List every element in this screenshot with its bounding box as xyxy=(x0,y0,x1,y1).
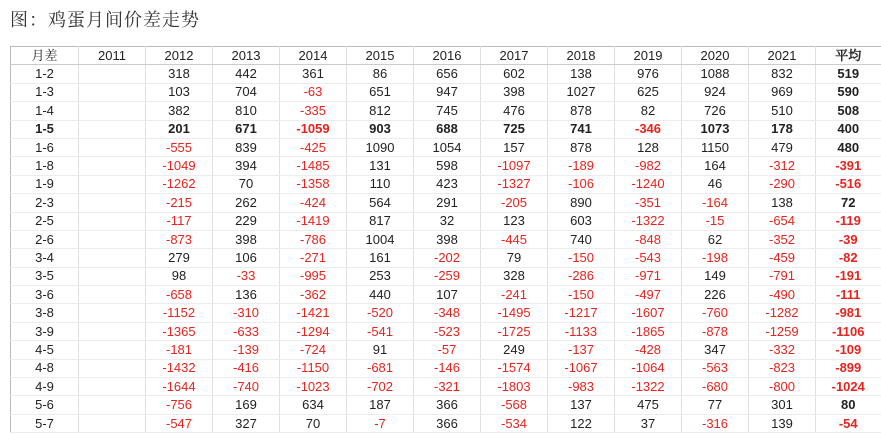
value-cell: 110 xyxy=(347,175,414,193)
value-cell: -633 xyxy=(213,322,280,340)
table-row xyxy=(11,175,881,193)
table-row xyxy=(11,286,881,304)
average-cell: -391 xyxy=(816,157,881,175)
header-year: 2021 xyxy=(749,47,816,65)
value-cell: 229 xyxy=(213,212,280,230)
average-cell: -82 xyxy=(816,249,881,267)
value-cell: -543 xyxy=(615,249,682,267)
value-cell: -290 xyxy=(749,175,816,193)
value-cell: -1240 xyxy=(615,175,682,193)
table-row xyxy=(11,378,881,396)
value-cell: 1088 xyxy=(682,65,749,83)
value-cell: 1090 xyxy=(347,138,414,156)
row-label: 3-6 xyxy=(11,286,79,304)
table-row xyxy=(11,194,881,212)
value-cell: 1073 xyxy=(682,120,749,138)
value-cell: 106 xyxy=(213,249,280,267)
value-cell: 598 xyxy=(414,157,481,175)
value-cell: 79 xyxy=(481,249,548,267)
row-label: 1-4 xyxy=(11,102,79,120)
value-cell: 62 xyxy=(682,230,749,248)
value-cell: -681 xyxy=(347,359,414,377)
value-cell: -658 xyxy=(146,286,213,304)
value-cell: 318 xyxy=(146,65,213,83)
value-cell: 671 xyxy=(213,120,280,138)
value-cell: -310 xyxy=(213,304,280,322)
value-cell: -1421 xyxy=(280,304,347,322)
average-cell: -39 xyxy=(816,230,881,248)
average-cell: -109 xyxy=(816,341,881,359)
value-cell: -1432 xyxy=(146,359,213,377)
value-cell: 279 xyxy=(146,249,213,267)
table-row xyxy=(11,230,881,248)
row-label: 3-4 xyxy=(11,249,79,267)
value-cell: -547 xyxy=(146,414,213,432)
value-cell: -352 xyxy=(749,230,816,248)
value-cell: -873 xyxy=(146,230,213,248)
value-cell: 475 xyxy=(615,396,682,414)
table-row xyxy=(11,322,881,340)
table-row xyxy=(11,249,881,267)
table-row xyxy=(11,396,881,414)
value-cell xyxy=(79,120,146,138)
row-label: 3-9 xyxy=(11,322,79,340)
average-cell: -899 xyxy=(816,359,881,377)
value-cell: -1023 xyxy=(280,378,347,396)
value-cell: -1322 xyxy=(615,212,682,230)
value-cell: 291 xyxy=(414,194,481,212)
value-cell: 398 xyxy=(213,230,280,248)
row-label: 1-6 xyxy=(11,138,79,156)
value-cell: 1027 xyxy=(548,83,615,101)
value-cell: 810 xyxy=(213,102,280,120)
value-cell: -181 xyxy=(146,341,213,359)
value-cell: -57 xyxy=(414,341,481,359)
value-cell: -983 xyxy=(548,378,615,396)
value-cell: 704 xyxy=(213,83,280,101)
value-cell xyxy=(79,286,146,304)
value-cell: -497 xyxy=(615,286,682,304)
value-cell: -1217 xyxy=(548,304,615,322)
row-label: 4-5 xyxy=(11,341,79,359)
value-cell: -791 xyxy=(749,267,816,285)
value-cell: -1574 xyxy=(481,359,548,377)
value-cell: 947 xyxy=(414,83,481,101)
value-cell: -150 xyxy=(548,249,615,267)
value-cell: 136 xyxy=(213,286,280,304)
value-cell: -271 xyxy=(280,249,347,267)
header-row xyxy=(11,47,881,65)
row-label: 3-5 xyxy=(11,267,79,285)
value-cell: 651 xyxy=(347,83,414,101)
header-year: 2013 xyxy=(213,47,280,65)
value-cell: -189 xyxy=(548,157,615,175)
value-cell: 32 xyxy=(414,212,481,230)
value-cell: 77 xyxy=(682,396,749,414)
value-cell: 741 xyxy=(548,120,615,138)
table-row xyxy=(11,341,881,359)
value-cell: -1282 xyxy=(749,304,816,322)
average-cell: 508 xyxy=(816,102,881,120)
value-cell: -63 xyxy=(280,83,347,101)
value-cell: -346 xyxy=(615,120,682,138)
value-cell: 139 xyxy=(749,414,816,432)
row-label: 3-8 xyxy=(11,304,79,322)
value-cell: -995 xyxy=(280,267,347,285)
header-year: 2016 xyxy=(414,47,481,65)
table-row xyxy=(11,212,881,230)
value-cell: -520 xyxy=(347,304,414,322)
value-cell: -348 xyxy=(414,304,481,322)
value-cell: 688 xyxy=(414,120,481,138)
value-cell: -445 xyxy=(481,230,548,248)
value-cell xyxy=(79,83,146,101)
header-year: 2014 xyxy=(280,47,347,65)
value-cell: 398 xyxy=(414,230,481,248)
row-label: 2-6 xyxy=(11,230,79,248)
value-cell: -1803 xyxy=(481,378,548,396)
value-cell: -1322 xyxy=(615,378,682,396)
monthly-spread-table xyxy=(10,46,881,433)
value-cell: -332 xyxy=(749,341,816,359)
average-cell: -981 xyxy=(816,304,881,322)
value-cell xyxy=(79,249,146,267)
value-cell: 476 xyxy=(481,102,548,120)
value-cell: -241 xyxy=(481,286,548,304)
value-cell: 178 xyxy=(749,120,816,138)
value-cell: 725 xyxy=(481,120,548,138)
value-cell: 656 xyxy=(414,65,481,83)
table-row xyxy=(11,102,881,120)
value-cell: -654 xyxy=(749,212,816,230)
value-cell: -1294 xyxy=(280,322,347,340)
value-cell: 91 xyxy=(347,341,414,359)
value-cell: 839 xyxy=(213,138,280,156)
value-cell xyxy=(79,212,146,230)
row-label: 1-9 xyxy=(11,175,79,193)
row-label: 5-6 xyxy=(11,396,79,414)
table-row xyxy=(11,359,881,377)
value-cell: -702 xyxy=(347,378,414,396)
value-cell: -362 xyxy=(280,286,347,304)
value-cell: 98 xyxy=(146,267,213,285)
header-year: 2019 xyxy=(615,47,682,65)
value-cell: -971 xyxy=(615,267,682,285)
value-cell: 107 xyxy=(414,286,481,304)
row-label: 4-9 xyxy=(11,378,79,396)
value-cell: 890 xyxy=(548,194,615,212)
value-cell: 625 xyxy=(615,83,682,101)
value-cell: -321 xyxy=(414,378,481,396)
value-cell: -202 xyxy=(414,249,481,267)
figure-caption: 图：鸡蛋月间价差走势 xyxy=(10,10,200,31)
value-cell: 878 xyxy=(548,102,615,120)
header-year: 2012 xyxy=(146,47,213,65)
value-cell: 878 xyxy=(548,138,615,156)
value-cell: -1259 xyxy=(749,322,816,340)
value-cell: -459 xyxy=(749,249,816,267)
value-cell: 423 xyxy=(414,175,481,193)
value-cell: 103 xyxy=(146,83,213,101)
value-cell: -724 xyxy=(280,341,347,359)
row-label: 2-3 xyxy=(11,194,79,212)
value-cell: 442 xyxy=(213,65,280,83)
value-cell: -878 xyxy=(682,322,749,340)
value-cell: -1049 xyxy=(146,157,213,175)
value-cell: -316 xyxy=(682,414,749,432)
value-cell: -568 xyxy=(481,396,548,414)
value-cell xyxy=(79,322,146,340)
value-cell: 382 xyxy=(146,102,213,120)
value-cell: -1644 xyxy=(146,378,213,396)
value-cell: 249 xyxy=(481,341,548,359)
value-cell: 726 xyxy=(682,102,749,120)
average-cell: -119 xyxy=(816,212,881,230)
value-cell xyxy=(79,102,146,120)
value-cell: -1485 xyxy=(280,157,347,175)
value-cell: -1327 xyxy=(481,175,548,193)
value-cell: -425 xyxy=(280,138,347,156)
value-cell xyxy=(79,304,146,322)
average-cell: -1024 xyxy=(816,378,881,396)
value-cell: 328 xyxy=(481,267,548,285)
table-row xyxy=(11,120,881,138)
value-cell: -198 xyxy=(682,249,749,267)
value-cell: 164 xyxy=(682,157,749,175)
value-cell: 510 xyxy=(749,102,816,120)
value-cell: -139 xyxy=(213,341,280,359)
value-cell xyxy=(79,267,146,285)
value-cell: 832 xyxy=(749,65,816,83)
value-cell xyxy=(79,138,146,156)
value-cell: -205 xyxy=(481,194,548,212)
value-cell: -1725 xyxy=(481,322,548,340)
value-cell: 201 xyxy=(146,120,213,138)
value-cell: 812 xyxy=(347,102,414,120)
row-label: 1-2 xyxy=(11,65,79,83)
value-cell: -1152 xyxy=(146,304,213,322)
value-cell: -15 xyxy=(682,212,749,230)
value-cell: -1067 xyxy=(548,359,615,377)
value-cell: 366 xyxy=(414,396,481,414)
value-cell: 366 xyxy=(414,414,481,432)
value-cell: 169 xyxy=(213,396,280,414)
value-cell: 969 xyxy=(749,83,816,101)
value-cell: 602 xyxy=(481,65,548,83)
value-cell xyxy=(79,396,146,414)
value-cell: -312 xyxy=(749,157,816,175)
value-cell: 1150 xyxy=(682,138,749,156)
value-cell xyxy=(79,230,146,248)
value-cell: 903 xyxy=(347,120,414,138)
row-label: 2-5 xyxy=(11,212,79,230)
value-cell: -680 xyxy=(682,378,749,396)
value-cell: 70 xyxy=(213,175,280,193)
value-cell: -1064 xyxy=(615,359,682,377)
value-cell: -982 xyxy=(615,157,682,175)
value-cell: -490 xyxy=(749,286,816,304)
value-cell xyxy=(79,341,146,359)
value-cell: 1004 xyxy=(347,230,414,248)
value-cell: 1054 xyxy=(414,138,481,156)
table-row xyxy=(11,65,881,83)
value-cell: -106 xyxy=(548,175,615,193)
value-cell: 128 xyxy=(615,138,682,156)
value-cell xyxy=(79,175,146,193)
value-cell: -416 xyxy=(213,359,280,377)
value-cell: 603 xyxy=(548,212,615,230)
value-cell: -335 xyxy=(280,102,347,120)
table-row xyxy=(11,138,881,156)
value-cell: -1097 xyxy=(481,157,548,175)
row-label: 1-8 xyxy=(11,157,79,175)
value-cell: 138 xyxy=(548,65,615,83)
average-cell: -111 xyxy=(816,286,881,304)
average-cell: 400 xyxy=(816,120,881,138)
value-cell: 131 xyxy=(347,157,414,175)
header-year: 2017 xyxy=(481,47,548,65)
value-cell: 37 xyxy=(615,414,682,432)
value-cell: -351 xyxy=(615,194,682,212)
value-cell: -848 xyxy=(615,230,682,248)
value-cell: 70 xyxy=(280,414,347,432)
table-row xyxy=(11,83,881,101)
header-month-spread: 月差 xyxy=(11,47,79,65)
value-cell: 138 xyxy=(749,194,816,212)
value-cell: -740 xyxy=(213,378,280,396)
spread-table-container xyxy=(10,46,880,433)
value-cell: 157 xyxy=(481,138,548,156)
value-cell: -1495 xyxy=(481,304,548,322)
value-cell xyxy=(79,194,146,212)
table-row xyxy=(11,267,881,285)
value-cell: -1607 xyxy=(615,304,682,322)
value-cell: -541 xyxy=(347,322,414,340)
value-cell: -523 xyxy=(414,322,481,340)
row-label: 4-8 xyxy=(11,359,79,377)
value-cell: 817 xyxy=(347,212,414,230)
value-cell: 564 xyxy=(347,194,414,212)
value-cell: -756 xyxy=(146,396,213,414)
average-cell: 590 xyxy=(816,83,881,101)
value-cell: -786 xyxy=(280,230,347,248)
table-row xyxy=(11,304,881,322)
value-cell: 976 xyxy=(615,65,682,83)
average-cell: -54 xyxy=(816,414,881,432)
value-cell: 46 xyxy=(682,175,749,193)
value-cell: 123 xyxy=(481,212,548,230)
value-cell xyxy=(79,65,146,83)
value-cell: -760 xyxy=(682,304,749,322)
header-year: 2020 xyxy=(682,47,749,65)
value-cell: 924 xyxy=(682,83,749,101)
value-cell: -117 xyxy=(146,212,213,230)
value-cell: 327 xyxy=(213,414,280,432)
value-cell xyxy=(79,157,146,175)
value-cell: 137 xyxy=(548,396,615,414)
value-cell: 440 xyxy=(347,286,414,304)
value-cell: 86 xyxy=(347,65,414,83)
value-cell: -7 xyxy=(347,414,414,432)
average-cell: 480 xyxy=(816,138,881,156)
value-cell: 226 xyxy=(682,286,749,304)
value-cell: -286 xyxy=(548,267,615,285)
row-label: 1-3 xyxy=(11,83,79,101)
value-cell: 634 xyxy=(280,396,347,414)
header-year: 2015 xyxy=(347,47,414,65)
header-year: 2018 xyxy=(548,47,615,65)
value-cell: -1059 xyxy=(280,120,347,138)
average-cell: 72 xyxy=(816,194,881,212)
value-cell: -1133 xyxy=(548,322,615,340)
row-label: 1-5 xyxy=(11,120,79,138)
value-cell: -428 xyxy=(615,341,682,359)
value-cell: 161 xyxy=(347,249,414,267)
value-cell: -555 xyxy=(146,138,213,156)
value-cell: 347 xyxy=(682,341,749,359)
value-cell: -33 xyxy=(213,267,280,285)
value-cell: 122 xyxy=(548,414,615,432)
value-cell: 149 xyxy=(682,267,749,285)
value-cell: 394 xyxy=(213,157,280,175)
value-cell: 82 xyxy=(615,102,682,120)
value-cell: -1365 xyxy=(146,322,213,340)
value-cell: -1262 xyxy=(146,175,213,193)
value-cell: -563 xyxy=(682,359,749,377)
value-cell: 187 xyxy=(347,396,414,414)
value-cell: 398 xyxy=(481,83,548,101)
value-cell xyxy=(79,359,146,377)
value-cell: -1358 xyxy=(280,175,347,193)
value-cell: -137 xyxy=(548,341,615,359)
value-cell: -800 xyxy=(749,378,816,396)
value-cell: 740 xyxy=(548,230,615,248)
value-cell: -215 xyxy=(146,194,213,212)
value-cell: -534 xyxy=(481,414,548,432)
value-cell: 745 xyxy=(414,102,481,120)
average-cell: 80 xyxy=(816,396,881,414)
header-average: 平均 xyxy=(816,47,881,65)
value-cell: -823 xyxy=(749,359,816,377)
value-cell: -146 xyxy=(414,359,481,377)
header-year: 2011 xyxy=(79,47,146,65)
value-cell: -1865 xyxy=(615,322,682,340)
value-cell: -424 xyxy=(280,194,347,212)
value-cell: -150 xyxy=(548,286,615,304)
value-cell: -1150 xyxy=(280,359,347,377)
average-cell: -191 xyxy=(816,267,881,285)
average-cell: -516 xyxy=(816,175,881,193)
table-row xyxy=(11,157,881,175)
value-cell: -1419 xyxy=(280,212,347,230)
value-cell: -164 xyxy=(682,194,749,212)
value-cell xyxy=(79,378,146,396)
value-cell: 262 xyxy=(213,194,280,212)
value-cell: 253 xyxy=(347,267,414,285)
average-cell: 519 xyxy=(816,65,881,83)
value-cell: 301 xyxy=(749,396,816,414)
value-cell: 479 xyxy=(749,138,816,156)
row-label: 5-7 xyxy=(11,414,79,432)
value-cell: -259 xyxy=(414,267,481,285)
average-cell: -1106 xyxy=(816,322,881,340)
value-cell: 361 xyxy=(280,65,347,83)
